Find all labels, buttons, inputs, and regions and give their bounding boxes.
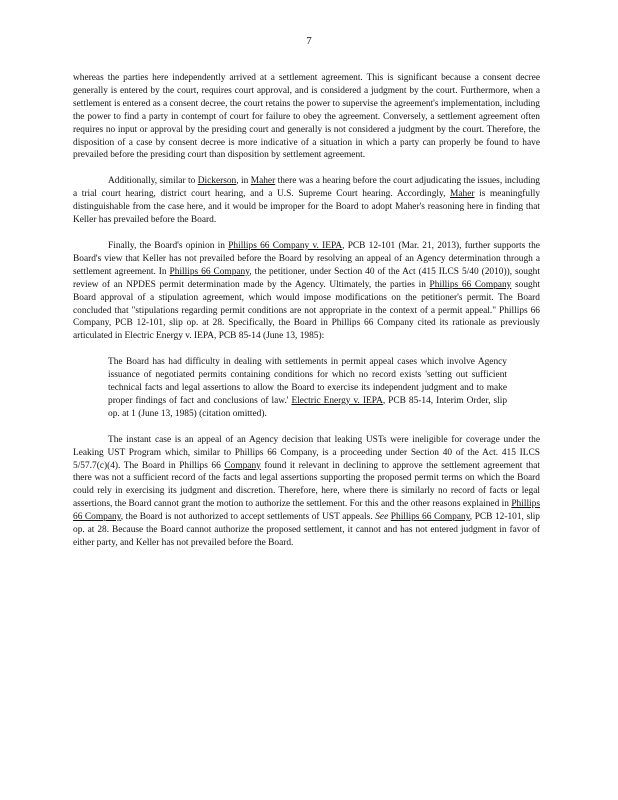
case-citation: Phillips 66 Company [429, 279, 512, 290]
text-run: found it relevant in declining to approve the settlement agreement that there was not a sufficient record of the facts and legal assertions supporting the proposed permit terms on which the Board could rely in exercising its judgment and discretion. Therefore, here, where there is similarly no record of facts or legal assertions, the Board cannot grant the motion to authorize the settlement. For this and the other reasons explained in [73, 460, 540, 510]
text-run: Additionally, similar to [108, 176, 198, 187]
case-citation: Company [224, 460, 261, 471]
paragraph-phillips-66 [73, 240, 540, 343]
text-run: Finally, the Board's opinion in [108, 240, 229, 251]
text-run: , PCB 12-101 (Mar. 21, 2013), further supports the Board's view that Keller has not prevailed before the Board by resolving an appeal of an Agency determination through a settlement agreement. In [73, 240, 540, 277]
body-text [73, 72, 540, 563]
text-run: , PCB 85-14, Interim Order, slip op. at 1 (June 13, 1985) (citation omitted). [108, 395, 508, 419]
case-citation: Dickerson [197, 176, 237, 187]
case-citation: Electric Energy v. IEPA [291, 395, 383, 406]
text-run: , in [236, 176, 251, 187]
case-citation: Maher [250, 176, 276, 187]
text-run: whereas the parties here independently arrived at a settlement agreement. This is significant because a consent decree generally is entered by the court, requires court approval, and is considered a judgment by the court. Furthermore, when a settlement is entered as a consent decree, the court retains the power to supervise the agreement's implementation, including the power to find a party in contempt of court for failure to obey the agreement. Conversely, a settlement agreement often requires no input or approval by the presiding court and generally is not considered a judgment by the court. Therefore, the disposition of a case by consent decree is more indicative of a situation in which a party can properly be found to have prevailed before the presiding court than disposition by settlement agreement. [73, 73, 540, 161]
case-citation: Phillips 66 Company [73, 499, 540, 523]
block-quote [73, 356, 540, 421]
paragraph-maher [73, 175, 540, 227]
signal-see: See [375, 512, 389, 523]
case-citation: Phillips 66 Company v. IEPA [228, 240, 343, 251]
text-run: The instant case is an appeal of an Agency decision that leaking USTs were ineligible for coverage under the Leaking UST Program which, similar to Phillips 66 Company, is a proceeding under Section 40 of the Act. 415 ILCS 5/57.7(c)(4). The Board in Phillips 66 [73, 434, 540, 471]
text-run: , the Board is not authorized to accept settlements of UST appeals. [120, 512, 376, 523]
paragraph-instant-case [73, 434, 540, 550]
text-run: there was a hearing before the court adjudicating the issues, including a trial court hearing, district court hearing, and a U.S. Supreme Court hearing. Accordingly, [73, 176, 540, 200]
case-citation: Phillips 66 Company [169, 266, 250, 277]
text-run: The Board has had difficulty in dealing with settlements in permit appeal cases which involve Agency issuance of negotiated permits containing conditions for which no record exists 'setting out sufficient technical facts and legal assertions to allow the Board to exercise its independent judgment and to make proper findings of fact and conclusions of law.' [108, 357, 507, 406]
case-citation: Phillips 66 Company [390, 512, 470, 523]
text-run: , PCB 12-101, slip op. at 28. Because the Board cannot authorize the proposed settlement, it cannot and has not entered judgment in favor of either party, and Keller has not prevailed before the Board. [73, 512, 540, 548]
text-run: , the petitioner, under Section 40 of the Act (415 ILCS 5/40 (2010)), sought review of an NPDES permit determination made by the Agency. Ultimately, the parties in [73, 266, 540, 290]
paragraph-consent-decree [73, 72, 540, 162]
case-citation: Maher [450, 189, 475, 200]
text-run: is meaningfully distinguishable from the case here, and it would be improper for the Board to adopt Maher's reasoning here in finding that Keller has prevailed before the Board. [73, 189, 541, 226]
page-number: 7 [306, 35, 312, 47]
text-run: sought Board approval of a stipulation agreement, which would impose modifications on the petitioner's permit. The Board concluded that "stipulations regarding permit conditions are not appropriate in the context of a permit appeal." Phillips 66 Company, PCB 12-101, slip op. at 28. Specifically, the Board in Phillips 66 Company cited its rationale as previously articulated in Electric Energy v. IEPA, PCB 85-14 (June 13, 1985): [73, 279, 540, 342]
